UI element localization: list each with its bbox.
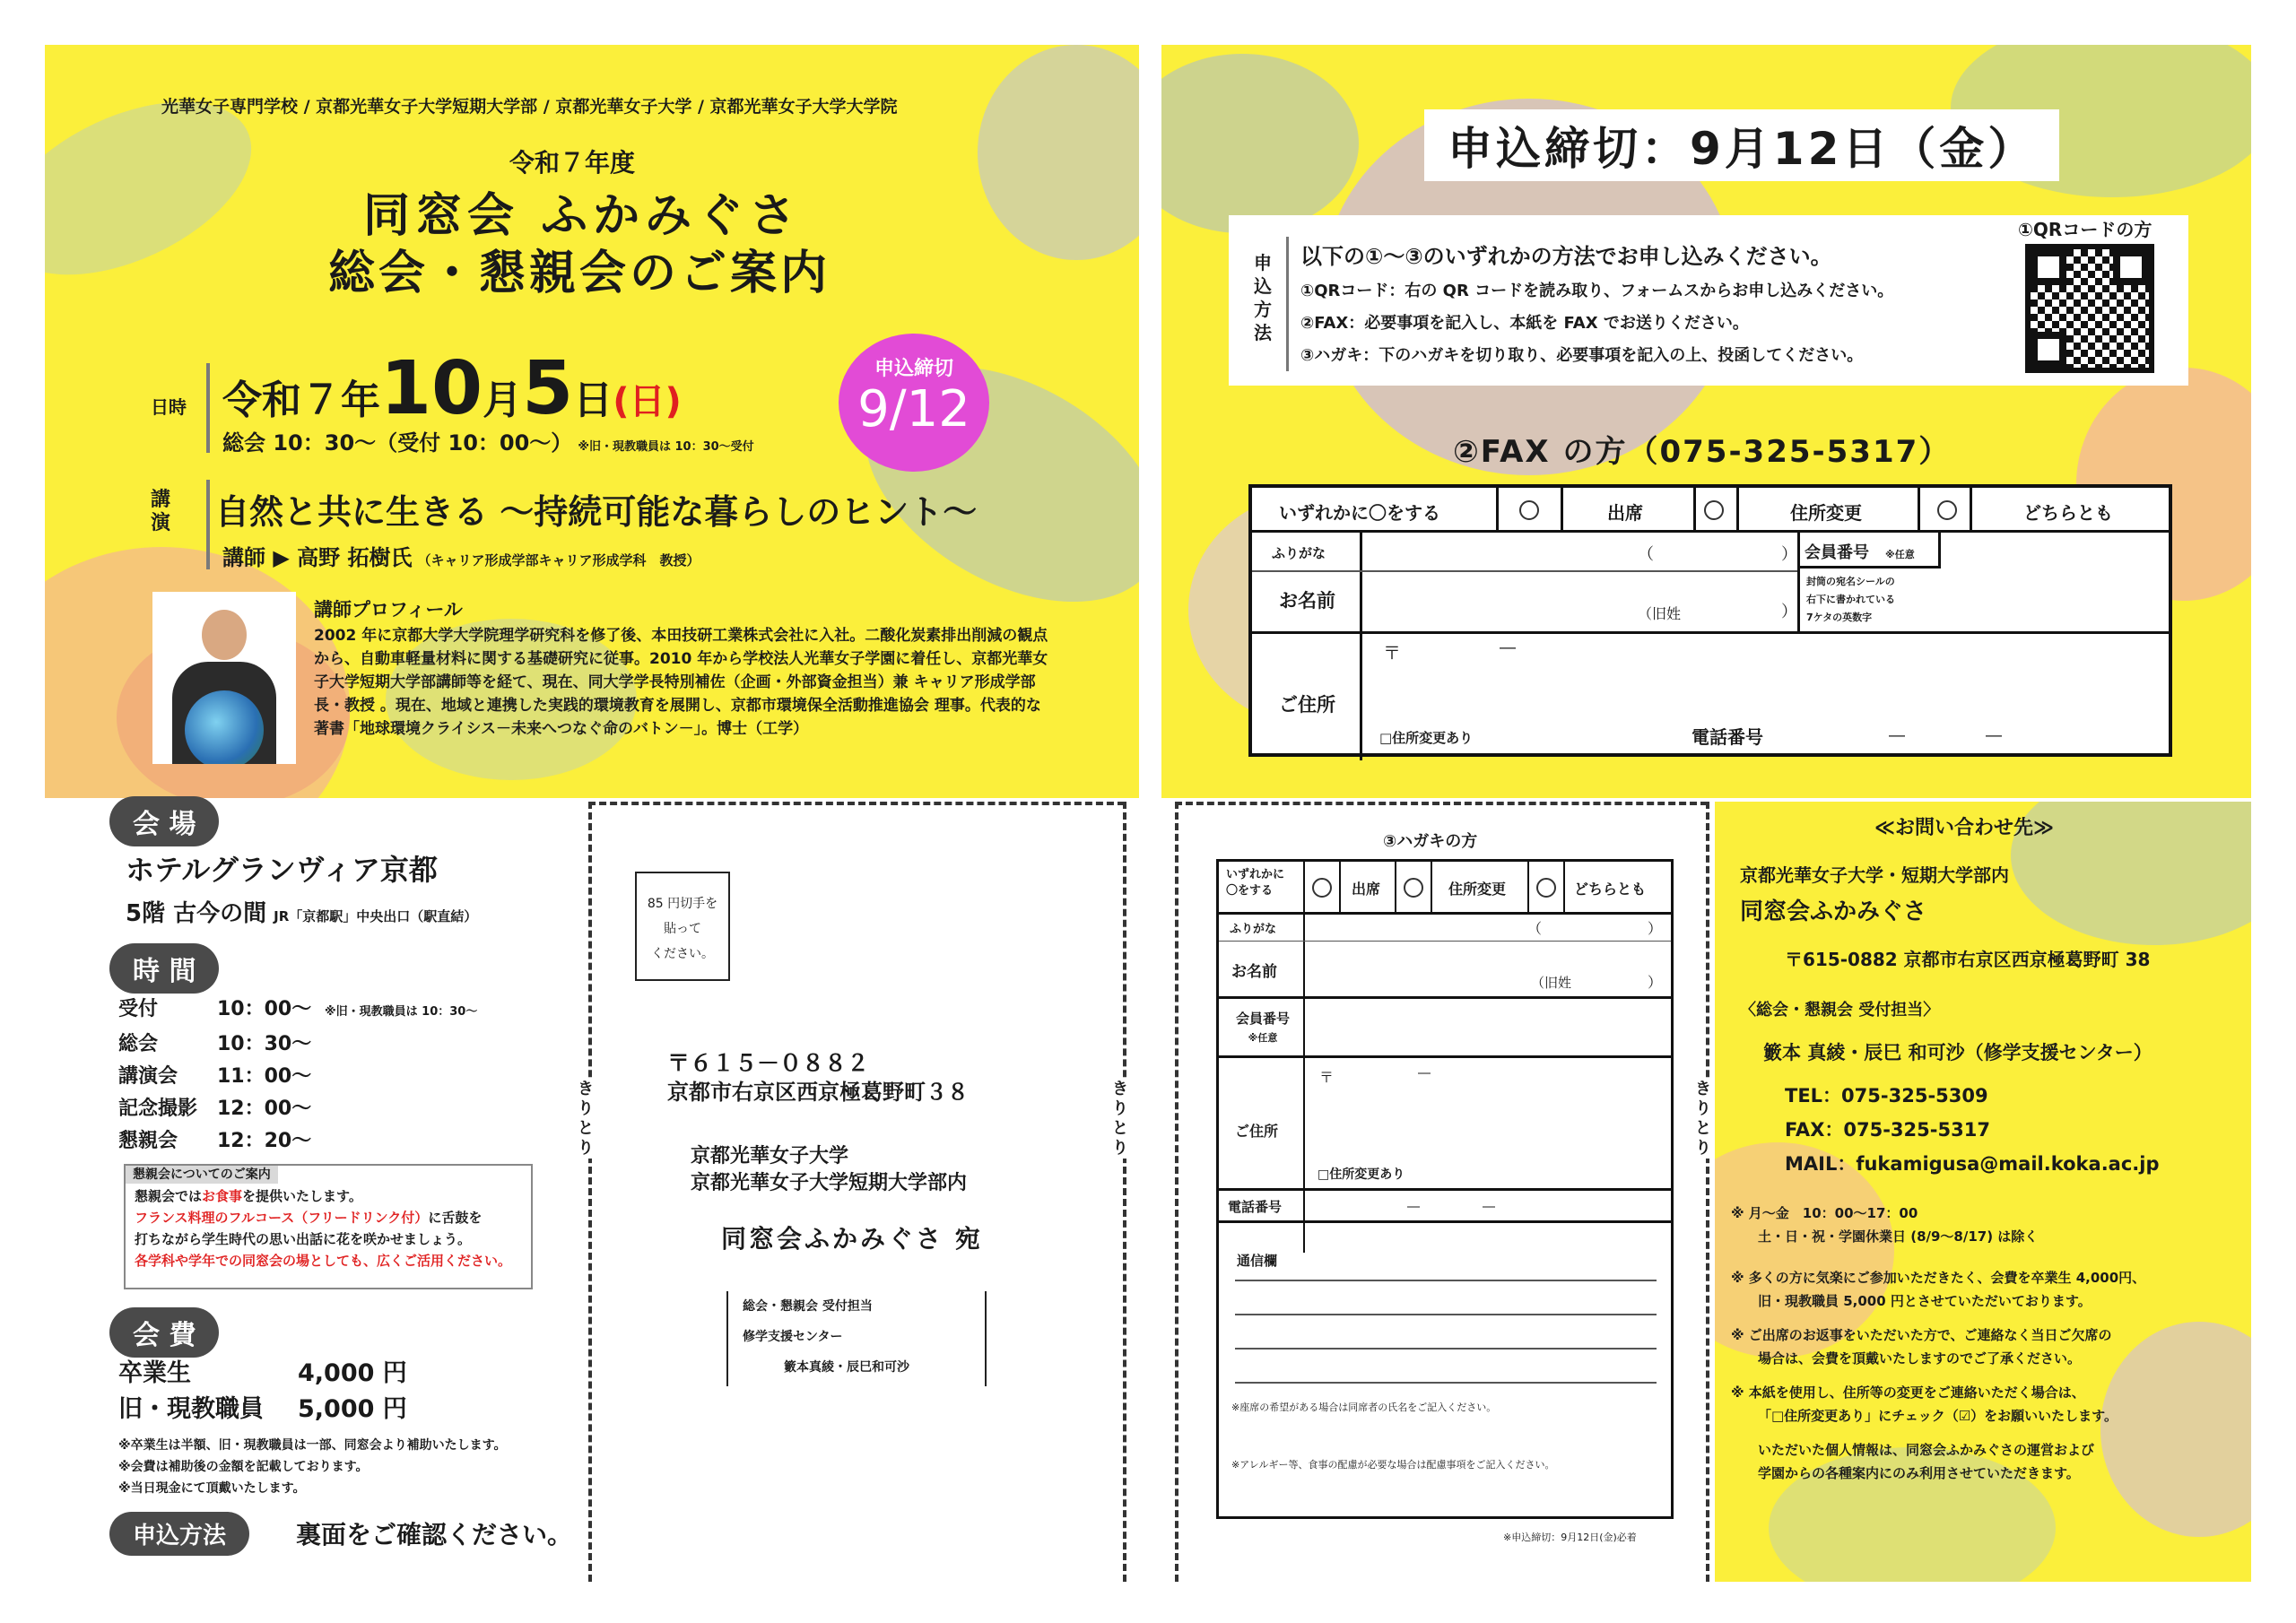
pc-comment-input[interactable] [1228, 1238, 1667, 1373]
cut-label: きりとり [1112, 1080, 1135, 1159]
method-divider [1286, 237, 1289, 371]
cell-divider [1303, 862, 1305, 912]
flower-decoration [978, 45, 1139, 260]
apply-badge: 申込方法 [109, 1512, 249, 1556]
schedule-label: 総会 [118, 1033, 159, 1055]
fax-heading: ②FAX の方（075-325-5317） [1453, 434, 1952, 470]
fax-address-change[interactable]: □住所変更あり [1379, 730, 1474, 746]
contact-mail[interactable]: MAIL：fukamigusa@mail.koka.ac.jp [1785, 1153, 2160, 1175]
pc-member-label [1228, 1009, 1298, 1048]
cut-line [1175, 802, 1708, 805]
cut-line [588, 802, 1125, 805]
row-divider [1219, 1220, 1671, 1223]
note-line: 旧・現教職員 5,000 円とさせていただいております。 [1758, 1293, 2092, 1309]
fee-label: 旧・現教職員 [118, 1395, 264, 1423]
apply-text: 裏面をご確認ください。 [296, 1520, 573, 1549]
cut-line [1123, 802, 1126, 1582]
postcard-address: 京都市右京区西京極葛野町３８ [667, 1080, 969, 1105]
row-divider [1219, 1188, 1671, 1191]
contact-address: 〒615-0882 京都市右京区西京極葛野町 38 [1785, 949, 2151, 970]
paren: ） [1781, 545, 1797, 564]
fax-member-label: 会員番号 [1805, 543, 1869, 562]
fee-row [118, 1356, 407, 1392]
cut-label: きりとり [578, 1080, 601, 1159]
schedule-row [118, 1093, 477, 1125]
lecturer-affil: （キャリア形成学部キャリア形成学科 教授） [417, 552, 700, 568]
venue-room: 5階 古今の間 [126, 900, 267, 927]
contact-hours [1731, 1202, 2038, 1248]
postcard-form [1216, 859, 1674, 1519]
cell-divider [1339, 862, 1341, 912]
party-line2 [135, 1207, 522, 1228]
cell-divider [1496, 488, 1499, 533]
fax-member-hint [1806, 573, 1895, 627]
comment-line [1235, 1348, 1657, 1350]
pc-checkbox-address[interactable] [1404, 878, 1423, 898]
postcard-dept-box [726, 1291, 987, 1386]
note-line: ※ 本紙を使用し、住所等の変更をご連絡いただく場合は、 [1731, 1384, 2085, 1401]
lecturer-name: 高野 拓樹氏 [297, 545, 413, 570]
fax-old-name: （旧姓 [1638, 605, 1682, 622]
venue-name: ホテルグランヴィア京都 [126, 853, 438, 887]
hours-line: ※ 月～金 10：00～17：00 [1731, 1205, 1918, 1221]
contact-dept: 〈総会・懇親会 受付担当〉 [1740, 1001, 1940, 1020]
schedule-row [118, 1028, 477, 1061]
deadline-banner: 申込締切：9月12日（金） [1424, 109, 2059, 181]
pc-phone-input[interactable] [1307, 1192, 1665, 1219]
cell-divider [1563, 862, 1565, 912]
fax-postal-dash: ― [1500, 638, 1516, 657]
globe-icon [185, 690, 264, 764]
photo-head [202, 610, 247, 660]
pc-option-both: どちらとも [1574, 881, 1647, 898]
cell-divider [1693, 488, 1696, 533]
fee-label: 卒業生 [118, 1359, 191, 1387]
fax-member-label-box [1797, 533, 1941, 568]
deadline-circle-label: 申込締切 [874, 358, 953, 380]
cut-label: きりとり [1695, 1080, 1718, 1159]
fax-form-row1 [1252, 488, 2169, 533]
date-label: 日時 [151, 396, 187, 418]
contact-name: 同窓会ふかみぐさ [1740, 898, 1927, 925]
checkbox-both[interactable] [1937, 500, 1957, 520]
postcard-postal: 〒６１５－０８８２ [667, 1050, 870, 1076]
cell-divider [1527, 862, 1529, 912]
checkbox-attend[interactable] [1519, 500, 1539, 520]
fax-address-label: ご住所 [1279, 694, 1335, 716]
party-info-box [124, 1164, 533, 1289]
paren: ） [1781, 603, 1797, 621]
time-badge: 時 間 [109, 943, 219, 994]
date-month-num: 10 [380, 346, 483, 431]
member-optional: ※任意 [1248, 1032, 1278, 1044]
date-month: 月 [483, 378, 523, 423]
schedule-row [118, 1125, 477, 1158]
option-both: どちらとも [2023, 502, 2113, 524]
fee-row [118, 1392, 407, 1428]
pc-furigana-label: ふりがな [1230, 923, 1277, 936]
method-box [1229, 215, 2188, 386]
pc-postal-dash: ― [1418, 1066, 1431, 1081]
qr-finder [2031, 332, 2066, 368]
schedule-row [118, 1061, 477, 1093]
lecturer-photo [152, 592, 296, 764]
dept-line: 修学支援センター [743, 1330, 843, 1344]
fax-furigana-input[interactable] [1363, 534, 1794, 568]
fee-note: ※卒業生は半額、旧・現教職員は一部、同窓会より補助いたします。 [118, 1438, 507, 1453]
paren: （ [1638, 545, 1654, 564]
stamp-text: 貼って [664, 922, 701, 936]
date-divider [206, 363, 210, 453]
date-time: 総会 10：30～（受付 10：00～） [222, 430, 573, 456]
paren: （ [1527, 920, 1543, 937]
schedule-time: 11：00～ [217, 1065, 312, 1088]
cell-divider [1431, 862, 1432, 912]
note-line: 「□住所変更あり」にチェック（☑）をお願いいたします。 [1758, 1408, 2118, 1424]
stamp-box [635, 872, 730, 981]
dept-line: 総会・懇親会 受付担当 [743, 1299, 873, 1314]
contact-heading: ≪お問い合わせ先≫ [1874, 817, 2055, 839]
stamp-text: 85 円切手を [647, 897, 718, 911]
pc-furigana-input[interactable] [1307, 916, 1665, 939]
party-text: に舌鼓を [428, 1210, 483, 1226]
contact-fax: FAX：075-325-5317 [1785, 1119, 1990, 1141]
checkbox-address[interactable] [1704, 500, 1724, 520]
member-label: 会員番号 [1235, 1011, 1290, 1027]
fee-amount: 5,000 円 [298, 1395, 407, 1423]
profile-text: 2002 年に京都大学大学院理学研究科を修了後、本田技研工業株式会社に入社。二酸化炭素排出削減の観点から、自動車軽量材料に関する基礎研究に従事。2010 年から学校法人光華女子学園に着任し、京都光華女子大学短期大学部講師等を経て、現在、同大学学長特別補佐（企画・外部資金担当）兼 キャリア形成学部長・教授 。現在、地域と連携した実践的環境教育を展開し、京都市環境保全活動推進協会 理事。代表的な著書「地球環境クライシス－未来へつなぐ命のバトン－」。博士（工学） [314, 627, 1048, 738]
date-day: 日 [573, 378, 613, 423]
row-divider [1219, 1055, 1671, 1058]
member-hint-line: 右下に書かれている [1806, 594, 1895, 605]
fax-phone-dashes: ― ― [1889, 726, 2002, 745]
cell-divider [1970, 488, 1972, 533]
venue-floor [126, 895, 477, 928]
venue-badge: 会 場 [109, 796, 219, 846]
fax-member-optional: ※任意 [1885, 549, 1915, 560]
note-line: いただいた個人情報は、同窓会ふかみぐさの運営および [1758, 1442, 2095, 1458]
method-postcard: ③ハガキ：下のハガキを切り取り、必要事項を記入の上、投函してください。 [1300, 346, 1864, 365]
pc-furigana-line [1219, 941, 1671, 942]
pc-old-name: （旧姓 [1531, 975, 1572, 991]
comment-line [1235, 1280, 1657, 1281]
party-highlight: フランス料理のフルコース（フリードリンク付） [135, 1210, 429, 1226]
note-line: 学園からの各種案内にのみ利用させていただきます。 [1758, 1465, 2080, 1481]
method-fax: ②FAX：必要事項を記入し、本紙を FAX でお送りください。 [1300, 314, 1749, 333]
party-line4: 各学科や学年での同窓会の場としても、広くご活用ください。 [135, 1253, 512, 1269]
note-line: ※ 多くの方に気楽にご参加いただきたく、会費を卒業生 4,000円、 [1731, 1270, 2146, 1286]
method-qr: ①QRコード：右の QR コードを読み取り、フォームスからお申し込みください。 [1300, 282, 1894, 300]
pc-note2: ※アレルギー等、食事の配慮が必要な場合は配慮事項をご記入ください。 [1231, 1459, 1555, 1471]
pc-select-label [1226, 867, 1284, 899]
fax-phone-label: 電話番号 [1692, 726, 1763, 748]
pc-phone-label: 電話番号 [1228, 1199, 1283, 1215]
cell-divider [1918, 488, 1920, 533]
party-line3: 打ちながら学生時代の思い出話に花を咲かせましょう。 [135, 1231, 472, 1247]
pc-label-col [1303, 912, 1305, 1253]
pc-postal-mark: 〒 [1319, 1069, 1335, 1086]
stamp-text: ください。 [651, 947, 714, 961]
lecturer-prefix: 講師 [222, 545, 265, 570]
date-sub [222, 425, 754, 456]
page-subtitle: 総会・懇親会のご案内 [328, 246, 831, 300]
pc-member-input[interactable] [1307, 1000, 1665, 1054]
row-divider [1252, 631, 2169, 634]
schedule-row [118, 994, 477, 1028]
pc-address-label: ご住所 [1235, 1123, 1279, 1140]
schedule-label: 懇親会 [118, 1130, 178, 1152]
row-divider [1219, 996, 1671, 999]
cut-line [1706, 802, 1709, 1582]
profile-heading: 講師プロフィール [314, 599, 463, 621]
schedule-label: 受付 [118, 998, 159, 1020]
qr-label: ①QRコードの方 [2018, 219, 2152, 240]
page-title: 同窓会 ふかみぐさ [363, 188, 802, 243]
fee-badge: 会 費 [109, 1307, 219, 1358]
pc-name-input[interactable] [1307, 944, 1665, 994]
deadline-circle-date: 9/12 [857, 380, 970, 438]
party-text: 懇親会では [135, 1188, 203, 1204]
hours-line: 土・日・祝・学園休業日 (8/9～8/17) は除く [1758, 1228, 2039, 1245]
fee-amount: 4,000 円 [298, 1359, 407, 1387]
lecture-title: 自然と共に生きる 〜持続可能な暮らしのヒント〜 [215, 492, 978, 532]
pc-address-change[interactable]: □住所変更あり [1318, 1167, 1405, 1182]
dept-line: 籔本真綾・辰巳和可沙 [784, 1360, 909, 1375]
fee-note: ※当日現金にて頂戴いたします。 [118, 1481, 306, 1496]
fax-member-input[interactable] [1943, 533, 2167, 631]
contact-people: 籔本 真綾・辰巳 和可沙（修学支援センター） [1763, 1042, 2152, 1063]
fax-postal-mark: 〒 [1383, 642, 1401, 664]
fax-select-label: いずれかに〇をする [1279, 502, 1440, 524]
venue-access: JR「京都駅」中央出口（駅直結） [274, 908, 478, 924]
row-divider [1219, 912, 1671, 915]
qr-finder [2113, 249, 2149, 285]
date-weekday: (日) [613, 381, 682, 422]
qr-code[interactable] [2025, 244, 2154, 373]
date-day-num: 5 [522, 346, 574, 431]
pc-name-label: お名前 [1231, 963, 1277, 981]
contact-org: 京都光華女子大学・短期大学部内 [1740, 864, 2009, 886]
member-hint-line: 封筒の宛名シールの [1806, 576, 1895, 587]
schedule-note: ※旧・現教職員は 10：30～ [325, 1005, 478, 1019]
pc-option-attend: 出席 [1352, 881, 1381, 898]
cell-divider [1395, 862, 1396, 912]
leaf-decoration [1161, 54, 1359, 233]
method-vertical-label: 申込方法 [1254, 252, 1272, 343]
fax-name-input[interactable] [1363, 574, 1794, 628]
party-box-title: 懇親会についてのご案内 [126, 1166, 278, 1184]
cut-line [588, 802, 592, 1582]
contact-tel[interactable]: TEL：075-325-5309 [1785, 1085, 1988, 1107]
paren: ） [1648, 920, 1663, 937]
pc-comment-label: 通信欄 [1237, 1253, 1278, 1269]
pc-deadline-note: ※申込締切：9月12日(金)必着 [1503, 1532, 1637, 1543]
fax-form [1248, 484, 2172, 757]
fee-list [118, 1356, 407, 1428]
schedule-label: 講演会 [118, 1065, 178, 1088]
event-date [222, 346, 682, 431]
fax-furigana-label: ふりがな [1272, 545, 1326, 561]
party-text: を提供いたします。 [242, 1188, 362, 1204]
pc-phone-dashes: ― ― [1407, 1200, 1495, 1214]
schedule-time: 10：30～ [217, 1033, 312, 1055]
member-hint-line: 7ケタの英数字 [1806, 612, 1873, 623]
cut-line [1175, 802, 1178, 1582]
arrow-right-icon: ▶ [265, 545, 298, 570]
schedule-list [118, 994, 477, 1158]
date-prefix: 令和７年 [222, 378, 380, 423]
lecturer [222, 540, 700, 571]
postcard-form-title: ③ハガキの方 [1383, 832, 1478, 851]
paren: ） [1648, 974, 1663, 991]
option-address: 住所変更 [1790, 502, 1862, 524]
party-highlight: お食事 [202, 1188, 243, 1204]
fax-name-label: お名前 [1279, 590, 1335, 612]
qr-finder [2031, 249, 2066, 285]
deadline-circle [839, 334, 989, 472]
postcard-org2: 京都光華女子大学短期大学部内 [691, 1172, 968, 1194]
select-text: 〇をする [1226, 884, 1274, 898]
pc-address-input[interactable] [1307, 1059, 1665, 1149]
schedule-time: 12：00～ [217, 1098, 312, 1120]
schedule-label: 記念撮影 [118, 1098, 198, 1120]
fax-furigana-line [1252, 570, 1797, 572]
pc-checkbox-attend[interactable] [1312, 878, 1332, 898]
select-text: いずれかに [1226, 868, 1285, 881]
party-line1 [135, 1185, 522, 1207]
method-intro: 以下の①～③のいずれかの方法でお申し込みください。 [1300, 244, 1832, 269]
date-note: ※旧・現教職員は 10：30～受付 [578, 440, 754, 454]
postcard-org1: 京都光華女子大学 [691, 1145, 849, 1167]
school-list: 光華女子専門学校 / 京都光華女子大学短期大学部 / 京都光華女子大学 / 京都光華女子大学大学院 [161, 97, 898, 117]
fax-label-col [1360, 533, 1362, 760]
pc-note1: ※座席の希望がある場合は同席者の氏名をご記入ください。 [1231, 1402, 1497, 1413]
note-line: 場合は、会費を頂戴いたしますのでご了承ください。 [1758, 1350, 2082, 1367]
lecture-divider [206, 480, 210, 569]
lecture-label: 講演 [151, 489, 171, 534]
fee-notes [118, 1435, 507, 1499]
comment-line [1235, 1382, 1657, 1384]
postcard-recipient: 同窓会ふかみぐさ 宛 [721, 1224, 983, 1254]
contact-notes [1731, 1266, 2145, 1485]
fiscal-year: 令和７年度 [509, 148, 636, 178]
schedule-time: 12：20～ [217, 1130, 312, 1152]
note-line: ※ ご出席のお返事をいただいた方で、ご連絡なく当日ご欠席の [1731, 1327, 2112, 1343]
pc-checkbox-both[interactable] [1536, 878, 1556, 898]
schedule-time: 10：00～ [217, 998, 312, 1020]
cell-divider [1736, 488, 1739, 533]
fee-note: ※会費は補助後の金額を記載しております。 [118, 1460, 369, 1474]
fax-address-input[interactable] [1363, 635, 2170, 716]
pc-option-address: 住所変更 [1448, 881, 1507, 898]
cell-divider [1561, 488, 1563, 533]
comment-line [1235, 1314, 1657, 1315]
option-attend: 出席 [1607, 502, 1643, 524]
